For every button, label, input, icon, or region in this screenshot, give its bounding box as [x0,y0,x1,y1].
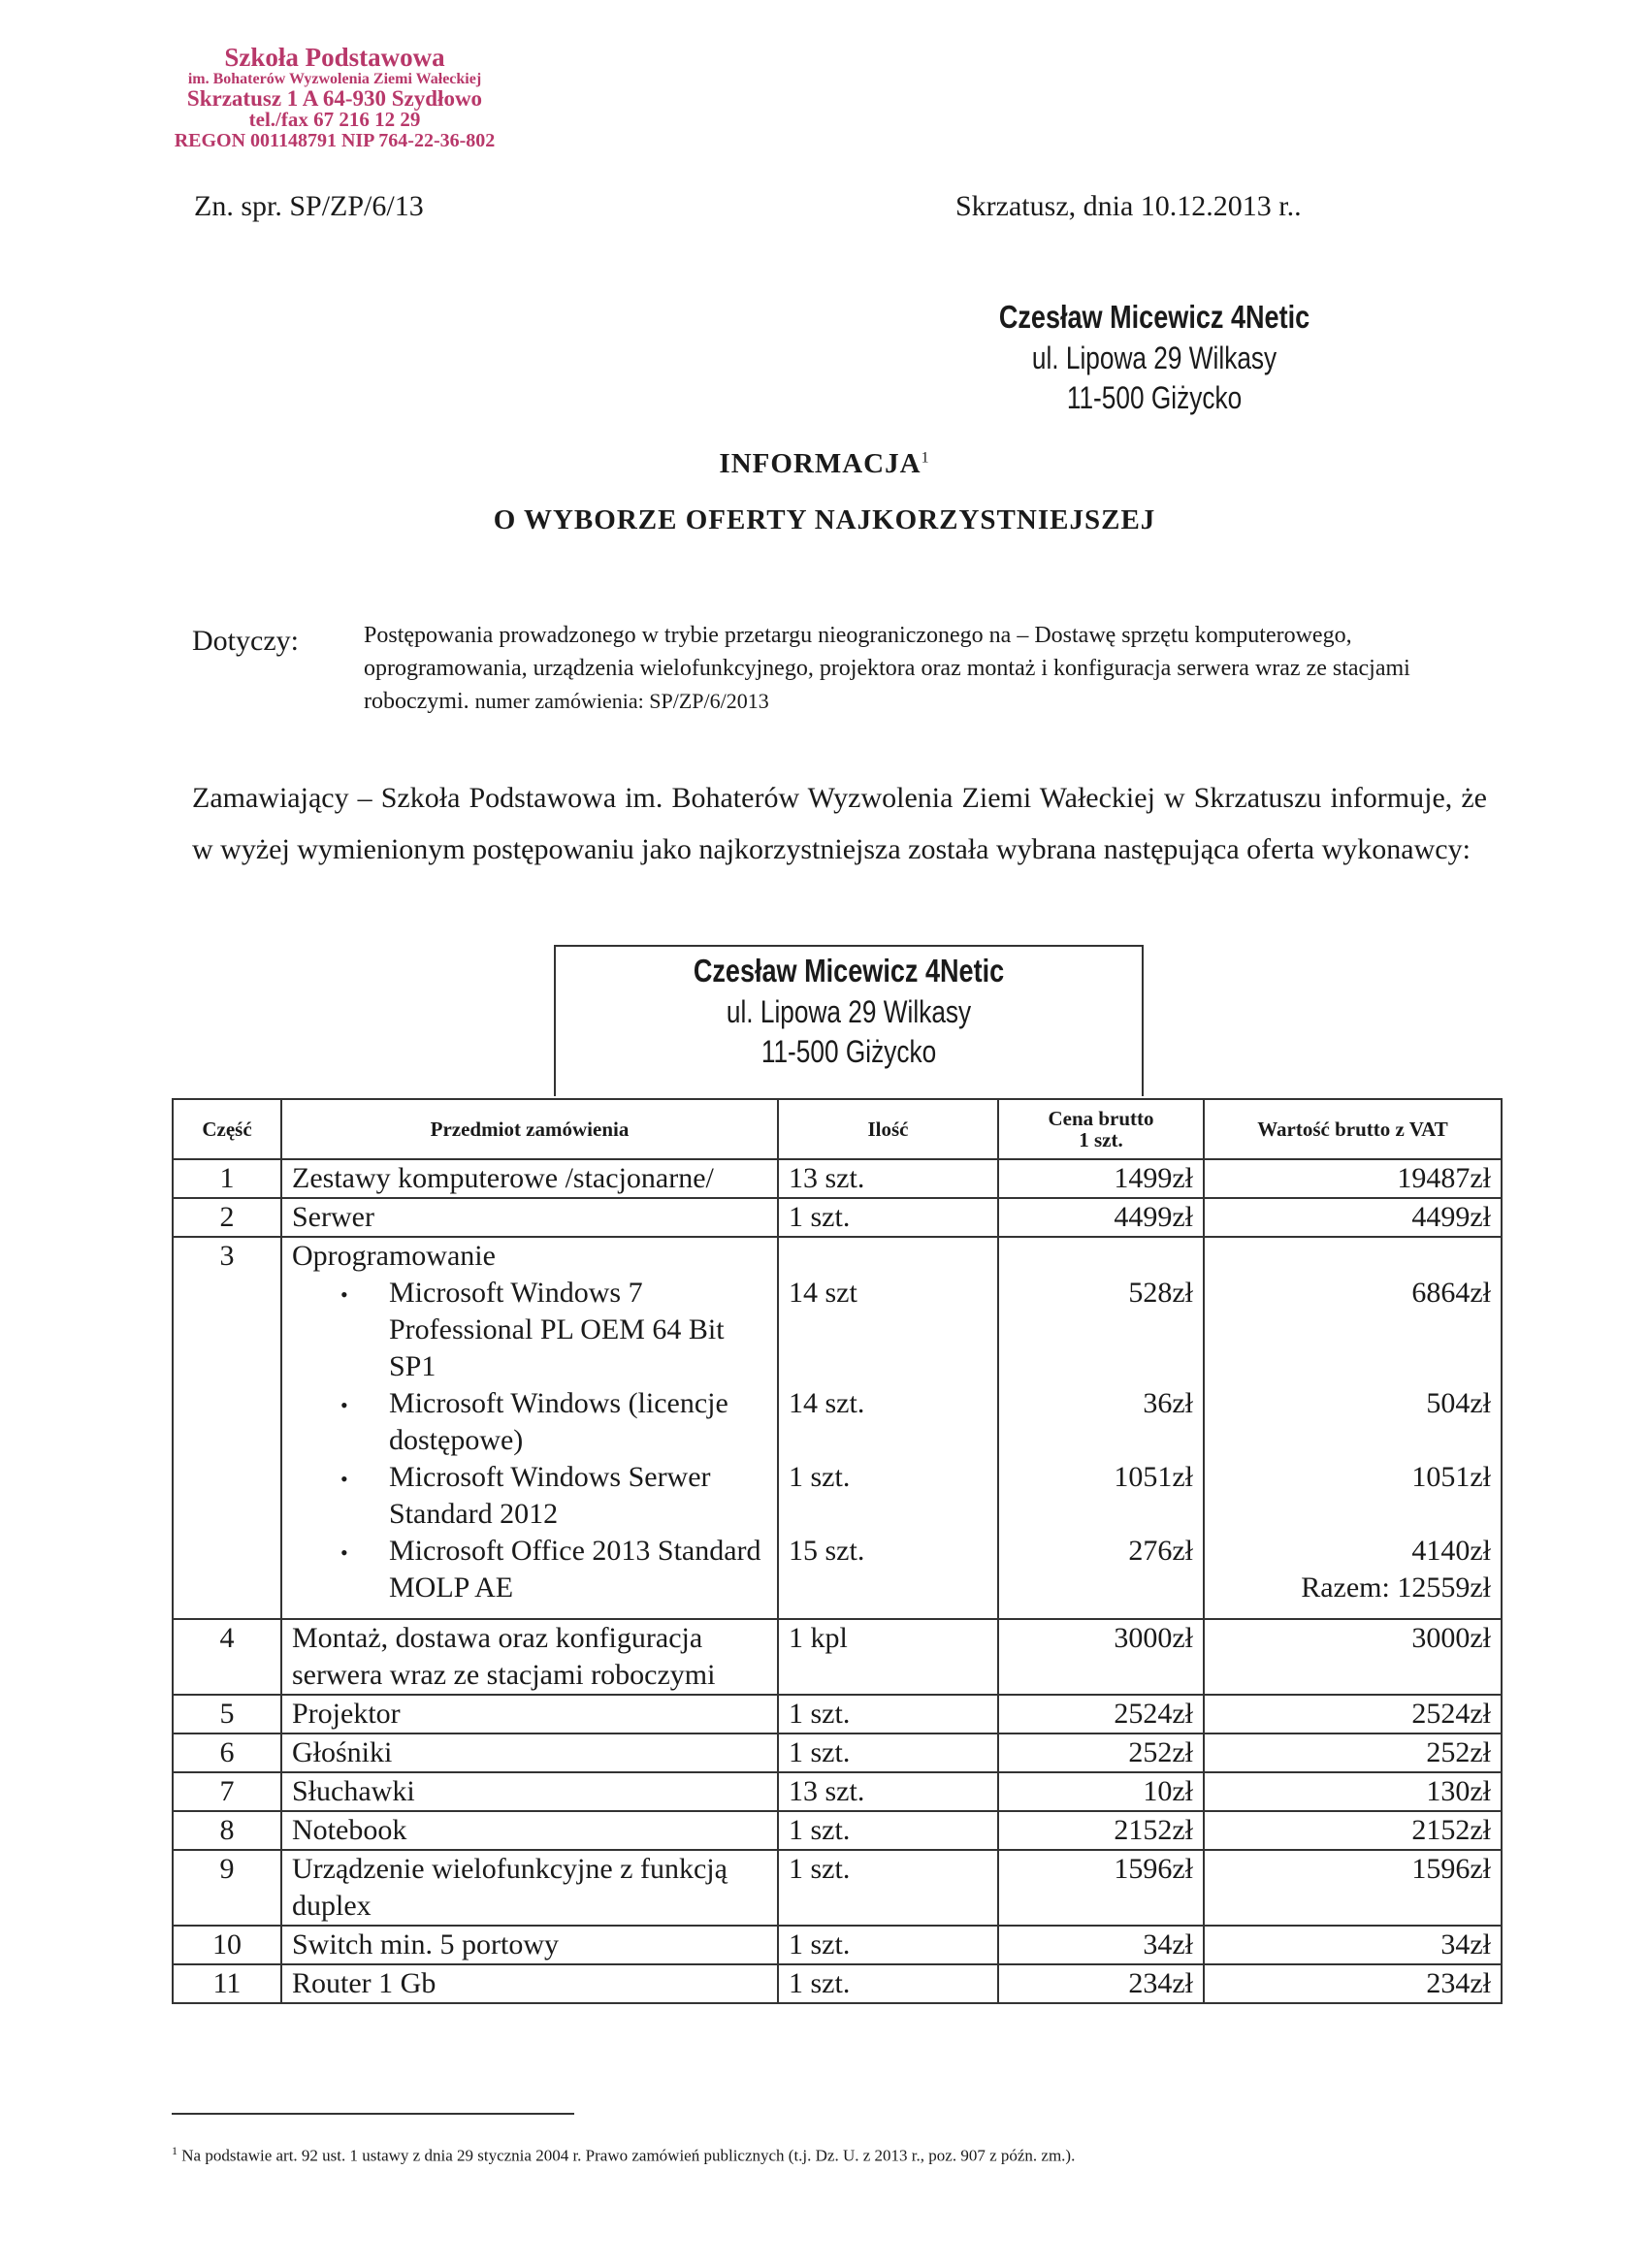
footnote [172,2144,1530,2166]
software-price: 528zł [1128,1277,1193,1309]
cell-total: 19487zł [1204,1159,1502,1198]
software-qty: 14 szt. [789,1387,865,1419]
header-total: Wartość brutto z VAT [1204,1099,1502,1159]
software-heading: Oprogramowanie [292,1240,496,1272]
contractor-name: Czesław Micewicz 4Netic [693,953,1005,988]
cell-part: 1 [173,1159,281,1198]
title-text: INFORMACJA [719,448,922,479]
cell-qty: 1 szt. [778,1198,998,1237]
software-qty: 1 szt. [789,1461,851,1493]
cell-price: 1596zł [998,1850,1204,1926]
software-total: 4140zł [1411,1535,1491,1567]
cell-part: 10 [173,1926,281,1964]
cell-total: 34zł [1204,1926,1502,1964]
software-total: 1051zł [1411,1461,1491,1493]
stamp-line-2: im. Bohaterów Wyzwolenia Ziemi Wałeckiej [187,70,482,87]
header-price-line2: 1 szt. [1079,1128,1123,1151]
table-row [173,1695,1502,1733]
table-row [173,1926,1502,1964]
cell-qty: 1 szt. [778,1926,998,1964]
contractor-street: ul. Lipowa 29 Wilkasy [726,993,972,1029]
document-title [0,448,1649,480]
subject-text [364,619,1460,718]
software-sum: Razem: 12559zł [1301,1571,1491,1604]
table-row [173,1964,1502,2003]
table-row [173,1772,1502,1811]
recipient-city: 11-500 Giżycko [1066,380,1243,416]
cell-total: 2524zł [1204,1695,1502,1733]
cell-subject: Głośniki [281,1733,778,1772]
cell-subject: Switch min. 5 portowy [281,1926,778,1964]
list-item: • Microsoft Windows Serwer Standard 2012 [389,1459,767,1533]
cell-total: 4499zł [1204,1198,1502,1237]
cell-qty: 1 kpl [778,1619,998,1695]
cell-total: 130zł [1204,1772,1502,1811]
cell-qty: 13 szt. [778,1772,998,1811]
stamp-line-1: Szkoła Podstawowa [224,43,445,72]
cell-subject: Notebook [281,1811,778,1850]
stamp-line-4: tel./fax 67 216 12 29 [248,108,421,132]
cell-price: 10zł [998,1772,1204,1811]
subject-description: Postępowania prowadzonego w trybie przetargu nieograniczonego na – Dostawę sprzętu komputerowego, oprogramowania, urządzenia wielofunkcyjnego, projektora oraz montaż i konfiguracja serwera wraz ze stacjami roboczymi. [364,623,1410,715]
header-subject: Przedmiot zamówienia [281,1099,778,1159]
header-price [998,1099,1204,1159]
software-qty: 15 szt. [789,1535,865,1567]
offer-table [172,1098,1503,2004]
header-qty: Ilość [778,1099,998,1159]
cell-qty: 1 szt. [778,1733,998,1772]
intro-paragraph: Zamawiający – Szkoła Podstawowa im. Bohaterów Wyzwolenia Ziemi Wałeckiej w Skrzatuszu informuje, że w wyżej wymienionym postępowaniu jako najkorzystniejsza została wybrana następująca oferta wykonawcy: [192,782,1487,865]
list-item: • Microsoft Windows 7 Professional PL OEM 64 Bit SP1 [389,1275,767,1385]
software-list [292,1275,767,1618]
cell-part: 8 [173,1811,281,1850]
cell-price: 4499zł [998,1198,1204,1237]
table-header-row [173,1099,1502,1159]
table-row [173,1850,1502,1926]
software-total: 504zł [1426,1387,1491,1419]
cell-total: 3000zł [1204,1619,1502,1695]
cell-part: 7 [173,1772,281,1811]
subject-label: Dotyczy: [192,625,299,657]
cell-subject: Urządzenie wielofunkcyjne z funkcją duplex [281,1850,778,1926]
software-price: 276zł [1128,1535,1193,1567]
cell-price: 2152zł [998,1811,1204,1850]
software-qty: 14 szt [789,1277,857,1309]
title-footnote-mark: 1 [921,449,930,467]
cell-subject: Router 1 Gb [281,1964,778,2003]
software-total: 6864zł [1411,1277,1491,1309]
recipient-street: ul. Lipowa 29 Wilkasy [1031,340,1277,375]
cell-total: 1596zł [1204,1850,1502,1926]
cell-price: 1499zł [998,1159,1204,1198]
recipient-address [873,297,1436,419]
contractor-city: 11-500 Giżycko [760,1034,937,1070]
software-price: 36zł [1143,1387,1193,1419]
cell-qty: 1 szt. [778,1964,998,2003]
contractor-box [554,945,1144,1096]
cell-total [1204,1237,1502,1619]
stamp-line-3: Skrzatusz 1 A 64-930 Szydłowo [186,85,483,111]
cell-qty: 13 szt. [778,1159,998,1198]
cell-qty: 1 szt. [778,1695,998,1733]
cell-qty [778,1237,998,1619]
footnote-divider [172,2113,574,2115]
school-stamp [126,45,543,150]
table-row [173,1198,1502,1237]
cell-qty: 1 szt. [778,1811,998,1850]
table-row [173,1811,1502,1850]
cell-total: 234zł [1204,1964,1502,2003]
table-row [173,1619,1502,1695]
cell-subject: Projektor [281,1695,778,1733]
list-item: • Microsoft Office 2013 Standard MOLP AE [389,1533,767,1618]
cell-part: 4 [173,1619,281,1695]
cell-part: 11 [173,1964,281,2003]
cell-part: 3 [173,1237,281,1619]
cell-subject: Słuchawki [281,1772,778,1811]
cell-subject: Zestawy komputerowe /stacjonarne/ [281,1159,778,1198]
cell-subject: Serwer [281,1198,778,1237]
cell-part: 6 [173,1733,281,1772]
cell-part: 2 [173,1198,281,1237]
cell-part: 5 [173,1695,281,1733]
cell-price: 34zł [998,1926,1204,1964]
stamp-line-5: REGON 001148791 NIP 764-22-36-802 [174,129,496,151]
cell-price: 234zł [998,1964,1204,2003]
table-row [173,1733,1502,1772]
cell-price: 2524zł [998,1695,1204,1733]
order-number: numer zamówienia: SP/ZP/6/2013 [474,689,769,714]
software-price: 1051zł [1114,1461,1193,1493]
footnote-mark: 1 [172,2144,178,2157]
cell-subject [281,1237,778,1619]
place-and-date: Skrzatusz, dnia 10.12.2013 r.. [955,190,1302,222]
header-price-line1: Cena brutto [1048,1106,1154,1130]
cell-price: 3000zł [998,1619,1204,1695]
table-row [173,1237,1502,1619]
recipient-name: Czesław Micewicz 4Netic [998,299,1310,335]
cell-part: 9 [173,1850,281,1926]
cell-price [998,1237,1204,1619]
case-reference: Zn. spr. SP/ZP/6/13 [194,190,424,222]
header-part: Część [173,1099,281,1159]
cell-total: 2152zł [1204,1811,1502,1850]
cell-price: 252zł [998,1733,1204,1772]
footnote-text: Na podstawie art. 92 ust. 1 ustawy z dnia 29 stycznia 2004 r. Prawo zamówień publicznych (t.j. Dz. U. z 2013 r., poz. 907 z późn. zm.). [181,2146,1076,2165]
list-item: • Microsoft Windows (licencje dostępowe) [389,1385,767,1459]
cell-subject: Montaż, dostawa oraz konfiguracja serwera wraz ze stacjami roboczymi [281,1619,778,1695]
cell-total: 252zł [1204,1733,1502,1772]
table-row [173,1159,1502,1198]
cell-qty: 1 szt. [778,1850,998,1926]
document-subtitle: O WYBORZE OFERTY NAJKORZYSTNIEJSZEJ [493,504,1156,535]
